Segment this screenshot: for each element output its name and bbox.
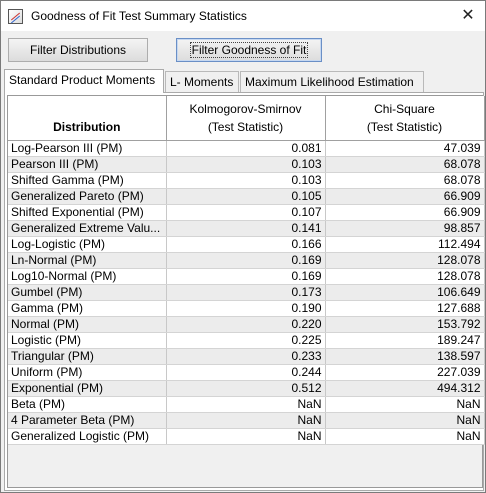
chi-square-statistic-cell[interactable]: 68.078 bbox=[325, 172, 484, 188]
ks-statistic-cell[interactable]: NaN bbox=[166, 428, 325, 444]
tab-standard-product-moments[interactable] bbox=[4, 69, 164, 93]
table-row[interactable] bbox=[8, 252, 484, 268]
table-row[interactable] bbox=[8, 412, 484, 428]
table-body bbox=[8, 140, 484, 444]
distribution-cell[interactable]: Exponential (PM) bbox=[8, 380, 166, 396]
statistics-table-container[interactable] bbox=[7, 95, 483, 488]
filter-goodness-of-fit-button[interactable] bbox=[176, 38, 322, 62]
chi-square-statistic-cell[interactable]: 112.494 bbox=[325, 236, 484, 252]
distribution-cell[interactable]: Beta (PM) bbox=[8, 396, 166, 412]
distribution-cell[interactable]: Pearson III (PM) bbox=[8, 156, 166, 172]
statistics-table bbox=[8, 96, 485, 445]
ks-statistic-cell[interactable]: 0.225 bbox=[166, 332, 325, 348]
tab-maximum-likelihood-estimation[interactable] bbox=[240, 71, 424, 93]
distribution-cell[interactable]: Gumbel (PM) bbox=[8, 284, 166, 300]
column-header-chi-square[interactable] bbox=[325, 96, 484, 140]
chi-square-statistic-cell[interactable]: 68.078 bbox=[325, 156, 484, 172]
distribution-cell[interactable]: Generalized Extreme Valu... bbox=[8, 220, 166, 236]
tab-panel bbox=[4, 92, 484, 491]
distribution-cell[interactable]: Ln-Normal (PM) bbox=[8, 252, 166, 268]
distribution-cell[interactable]: Log-Logistic (PM) bbox=[8, 236, 166, 252]
distribution-cell[interactable]: Uniform (PM) bbox=[8, 364, 166, 380]
table-header-row bbox=[8, 96, 484, 140]
distribution-cell[interactable]: Log-Pearson III (PM) bbox=[8, 140, 166, 156]
chi-square-statistic-cell[interactable]: 189.247 bbox=[325, 332, 484, 348]
table-row[interactable] bbox=[8, 156, 484, 172]
chart-app-icon bbox=[8, 9, 23, 24]
table-row[interactable] bbox=[8, 428, 484, 444]
distribution-cell[interactable]: Generalized Pareto (PM) bbox=[8, 188, 166, 204]
column-header-distribution[interactable] bbox=[8, 96, 166, 140]
table-row[interactable] bbox=[8, 188, 484, 204]
header-label: Distribution bbox=[53, 119, 121, 134]
distribution-cell[interactable]: 4 Parameter Beta (PM) bbox=[8, 412, 166, 428]
tab-l-moments[interactable] bbox=[165, 71, 239, 93]
table-row[interactable] bbox=[8, 220, 484, 236]
chi-square-statistic-cell[interactable]: 127.688 bbox=[325, 300, 484, 316]
table-row[interactable] bbox=[8, 380, 484, 396]
filter-goodness-of-fit-label: Filter Goodness of Fit bbox=[191, 43, 307, 57]
ks-statistic-cell[interactable]: 0.244 bbox=[166, 364, 325, 380]
ks-statistic-cell[interactable]: 0.081 bbox=[166, 140, 325, 156]
chi-square-statistic-cell[interactable]: NaN bbox=[325, 412, 484, 428]
ks-statistic-cell[interactable]: 0.103 bbox=[166, 156, 325, 172]
table-row[interactable] bbox=[8, 316, 484, 332]
chi-square-statistic-cell[interactable]: 66.909 bbox=[325, 204, 484, 220]
title-bar[interactable] bbox=[1, 1, 485, 31]
chi-square-statistic-cell[interactable]: 138.597 bbox=[325, 348, 484, 364]
distribution-cell[interactable]: Generalized Logistic (PM) bbox=[8, 428, 166, 444]
chi-square-statistic-cell[interactable]: 128.078 bbox=[325, 268, 484, 284]
chi-square-statistic-cell[interactable]: 494.312 bbox=[325, 380, 484, 396]
tab-strip bbox=[4, 69, 484, 93]
ks-statistic-cell[interactable]: 0.173 bbox=[166, 284, 325, 300]
filter-distributions-button[interactable] bbox=[8, 38, 148, 62]
window-title: Goodness of Fit Test Summary Statistics bbox=[31, 9, 247, 23]
close-icon[interactable]: ✕ bbox=[461, 7, 475, 24]
ks-statistic-cell[interactable]: 0.233 bbox=[166, 348, 325, 364]
ks-statistic-cell[interactable]: 0.190 bbox=[166, 300, 325, 316]
column-header-kolmogorov-smirnov[interactable] bbox=[166, 96, 325, 140]
chi-square-statistic-cell[interactable]: NaN bbox=[325, 428, 484, 444]
ks-statistic-cell[interactable]: NaN bbox=[166, 412, 325, 428]
distribution-cell[interactable]: Shifted Gamma (PM) bbox=[8, 172, 166, 188]
chi-square-statistic-cell[interactable]: 227.039 bbox=[325, 364, 484, 380]
chi-square-statistic-cell[interactable]: 66.909 bbox=[325, 188, 484, 204]
ks-statistic-cell[interactable]: 0.103 bbox=[166, 172, 325, 188]
ks-statistic-cell[interactable]: NaN bbox=[166, 396, 325, 412]
chi-square-statistic-cell[interactable]: 128.078 bbox=[325, 252, 484, 268]
tab-label: Maximum Likelihood Estimation bbox=[245, 75, 414, 89]
ks-statistic-cell[interactable]: 0.141 bbox=[166, 220, 325, 236]
distribution-cell[interactable]: Log10-Normal (PM) bbox=[8, 268, 166, 284]
table-row[interactable] bbox=[8, 396, 484, 412]
distribution-cell[interactable]: Triangular (PM) bbox=[8, 348, 166, 364]
table-row[interactable] bbox=[8, 300, 484, 316]
ks-statistic-cell[interactable]: 0.169 bbox=[166, 252, 325, 268]
ks-statistic-cell[interactable]: 0.105 bbox=[166, 188, 325, 204]
ks-statistic-cell[interactable]: 0.107 bbox=[166, 204, 325, 220]
distribution-cell[interactable]: Shifted Exponential (PM) bbox=[8, 204, 166, 220]
chi-square-statistic-cell[interactable]: 98.857 bbox=[325, 220, 484, 236]
chi-square-statistic-cell[interactable]: 153.792 bbox=[325, 316, 484, 332]
table-row[interactable] bbox=[8, 284, 484, 300]
table-row[interactable] bbox=[8, 204, 484, 220]
table-row[interactable] bbox=[8, 348, 484, 364]
ks-statistic-cell[interactable]: 0.169 bbox=[166, 268, 325, 284]
distribution-cell[interactable]: Logistic (PM) bbox=[8, 332, 166, 348]
ks-statistic-cell[interactable]: 0.220 bbox=[166, 316, 325, 332]
distribution-cell[interactable]: Normal (PM) bbox=[8, 316, 166, 332]
chi-square-statistic-cell[interactable]: NaN bbox=[325, 396, 484, 412]
header-sublabel: (Test Statistic) bbox=[366, 119, 443, 134]
chi-square-statistic-cell[interactable]: 47.039 bbox=[325, 140, 484, 156]
filter-distributions-label: Filter Distributions bbox=[29, 43, 127, 57]
tab-label: L- Moments bbox=[170, 75, 234, 89]
header-label: Chi-Square bbox=[374, 101, 435, 116]
header-sublabel: (Test Statistic) bbox=[207, 119, 284, 134]
header-label: Kolmogorov-Smirnov bbox=[189, 101, 302, 116]
table-row[interactable] bbox=[8, 172, 484, 188]
tab-label: Standard Product Moments bbox=[9, 73, 156, 87]
table-row[interactable] bbox=[8, 268, 484, 284]
distribution-cell[interactable]: Gamma (PM) bbox=[8, 300, 166, 316]
table-row[interactable] bbox=[8, 364, 484, 380]
ks-statistic-cell[interactable]: 0.512 bbox=[166, 380, 325, 396]
chi-square-statistic-cell[interactable]: 106.649 bbox=[325, 284, 484, 300]
table-row[interactable] bbox=[8, 332, 484, 348]
table-row[interactable] bbox=[8, 236, 484, 252]
ks-statistic-cell[interactable]: 0.166 bbox=[166, 236, 325, 252]
table-row[interactable] bbox=[8, 140, 484, 156]
